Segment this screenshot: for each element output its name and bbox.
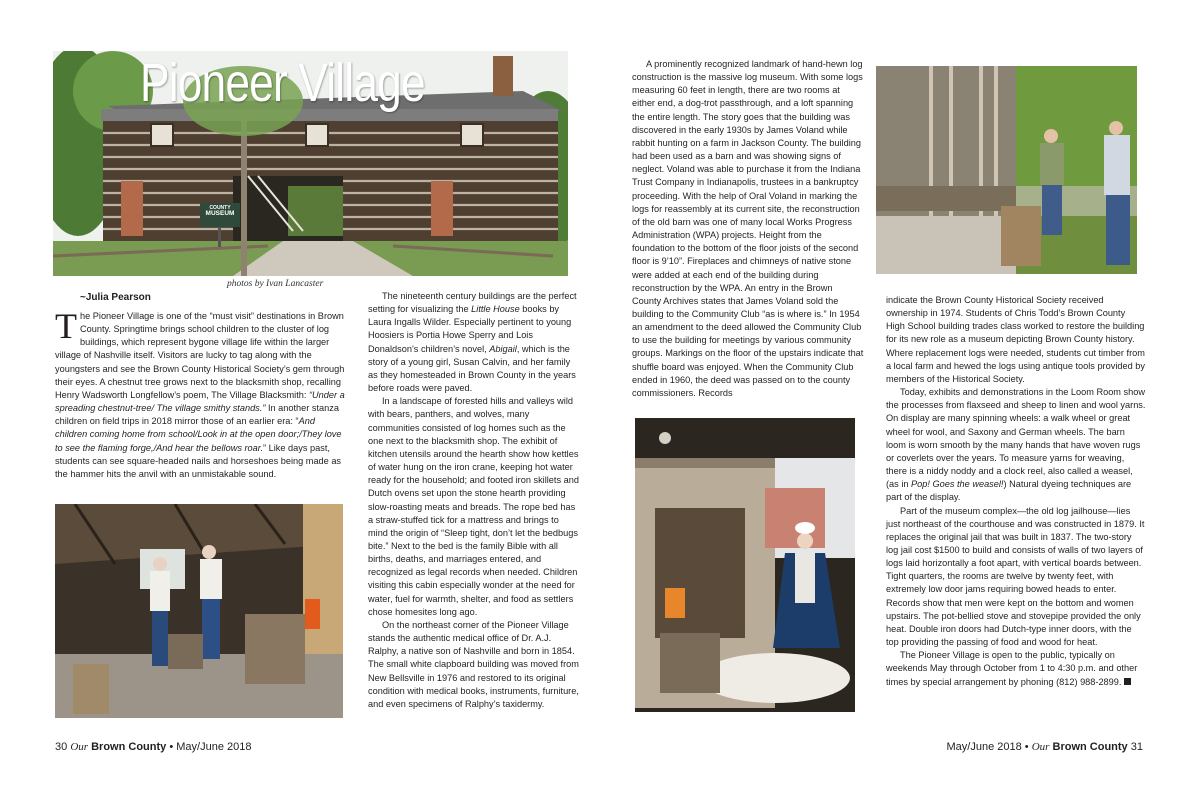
drop-cap: T xyxy=(55,306,77,346)
porch-demonstration-photo xyxy=(876,66,1137,274)
footer-left xyxy=(55,741,251,753)
col4-paragraph-2: Today, exhibits and demonstrations in the Loom Room show the processes from flaxseed and sheep to linen and wool yarns. On display are many spinning wheels: a walk wheel or great wheel for wool, and Saxony and German wheels. The barn loom is worn smooth by the many hands that have woven rugs or coverlets over the years. To measure yarns for weaving, there is a niddy noddy and a clock reel, also called a weasel, (as in Pop! Goes the weasel!) Natural dyeing techniques are part of the display. xyxy=(886,387,1146,503)
col3-paragraph-1: A prominently recognized landmark of hand-hewn log construction is the massive log museum. With some logs measuring 60 feet in length, there are two rooms at either end, a dog-trot passthrough, and a loft spanning the entire length. The story goes that the building was discovered in the early 1930s by James Voland while rabbit hunting on a farm in Jackson County. The building had been used as a barn and was showing signs of neglect. Voland was able to purchase it from the Indiana Trust Company in Indianapolis, trustees in a bankruptcy proceeding. With the help of Oral Voland in marking the logs for reassembly at its current site, the reconstruction of the old barn was one of many local Works Progress Administration (WPA) projects. Height from the foundation to the bottom of the floor joists of the second floor is 9’10”. Fireplaces and chimneys of native stone were added at each end of the building during reconstruction by the WPA. An entry in the Brown County Archives states that James Voland sold the building to the Community Club “as is where is.” In 1954 an amendment to the deed allowed the Community Club to use the building for meetings by various community groups. Markings on the floor of the upstairs indicate that shuffle board was enjoyed. When the Community Club ended in 1960, the deed was passed on to the county commissioners. Records xyxy=(632,59,864,398)
magazine-script-left: Our xyxy=(70,741,89,753)
issue-right: May/June 2018 xyxy=(946,741,1022,753)
hearth-spinner-photo xyxy=(635,418,855,712)
column-3 xyxy=(632,58,864,400)
footer-right xyxy=(947,741,1143,753)
magazine-script-right: Our xyxy=(1031,741,1050,753)
col4-paragraph-1: indicate the Brown County Historical Society received ownership in 1974. Students of Chris Todd’s Brown County High School building trades class worked to restore the building for its new role as a museum depicting Brown County history. Where replacement logs were needed, students cut timber from a local farm and hewed the logs using antique tools provided by members of the Historical Society. xyxy=(886,295,1145,384)
sign-line-2: MUSEUM xyxy=(205,210,235,217)
col4-paragraph-3: Part of the museum complex—the old log jailhouse—lies just northeast of the courthouse and was constructed in 1879. It replaces the original jail that was built in 1837. The two-story log jail cost $1500 to build and consists of walls of two layers of logs laid horizontally a foot apart, with vertical boards between. Tight quarters, the rooms are twelve by twenty feet, with extremely low door jams requiring bowed heads to enter. Records show that men were kept on the bottom and women upstairs. The pot-bellied stove and stovepipe provided the only heat. Double iron doors had Dutch-type inner doors, with the top providing the passing of food and wood for heat. xyxy=(886,505,1145,648)
byline: ~Julia Pearson xyxy=(80,292,151,303)
column-2 xyxy=(368,290,580,711)
col1-paragraph-1: The Pioneer Village is one of the “must visit” destinations in Brown County. Springtime brings school children to the cluster of log buildings, which represent bygone village life within the larger village of Nashville itself. Visitors are lucky to tag along with the youngsters and see the Brown County Historical Society’s gem through their eyes. A chestnut tree grows next to the blacksmith shop, recalling Henry Wadsworth Longfellow’s poem, The Village Blacksmith: “Under a spreading chestnut-tree/ The village smithy stands.” In another stanza children on field trips in 2018 mirror those of an earlier era: “And children coming home from school/Look in at the open door;/They love to see the flaming forge,/And hear the bellows roar.” Like days past, students can see square-headed nails and horseshoes being made as the hammer hits the anvil with an unmistakable sound. xyxy=(55,306,345,479)
museum-sign-text xyxy=(200,205,240,217)
blacksmith-shop-photo xyxy=(55,504,343,718)
issue-left: May/June 2018 xyxy=(176,741,252,753)
col2-paragraph-3: On the northeast corner of the Pioneer Village stands the authentic medical office of Dr. A.J. Ralphy, a native son of Nashville and born in 1854. The small white clapboard building was moved from New Bellsville in 1976 and restored to its original condition with medical books, instruments, furniture, and even specimens of Ralphy’s taxidermy. xyxy=(368,619,579,709)
col2-paragraph-1: The nineteenth century buildings are the perfect setting for visualizing the Little House books by Laura Ingalls Wilder. Especially pertinent to young Hoosiers is Portia Howe Sperry and Lois Donaldson’s children’s novel, Abigail, which is the story of a young girl, Susan Calvin, and her family as they homesteaded in Brown County in the years before roads were paved. xyxy=(368,291,577,394)
footer-separator-left: • xyxy=(169,741,174,753)
magazine-name-left: Brown County xyxy=(91,741,167,753)
photo-credit: photos by Ivan Lancaster xyxy=(227,279,324,289)
column-1 xyxy=(55,306,345,481)
col4-paragraph-4: The Pioneer Village is open to the public, typically on weekends May through October from 1 to 4:30 p.m. and other times by special arrangement by phoning (812) 988-2899. xyxy=(886,650,1138,687)
magazine-name-right: Brown County xyxy=(1052,741,1128,753)
col2-paragraph-2: In a landscape of forested hills and valleys wild with bears, panthers, and wolves, many communities consisted of log homes such as the one next to the blacksmith shop. The exhibit of kitchen utensils around the hearth show how kettles of water hung on the iron crane, keeping hot water ready for the household; and footed iron skillets and Dutch ovens set upon the stone hearth providing slow-roasting meats and breads. The rope bed has a straw-stuffed tick for a mattress and brings to mind the origin of “Sleep tight, don’t let the bedbugs bite.” Next to the bed is the family Bible with all births, deaths, and marriages entered, and recognized as legal records when needed. Children visiting this cabin especially wonder at the need for water, fuel for warmth, shelter, and food as settlers chose homesites long ago. xyxy=(368,396,579,617)
end-square-icon xyxy=(1124,678,1131,685)
page-number-right: 31 xyxy=(1130,741,1143,753)
column-4 xyxy=(886,294,1146,689)
sign-line-1: COUNTY xyxy=(209,205,231,211)
footer-separator-right: • xyxy=(1024,741,1029,753)
article-title: Pioneer Village xyxy=(140,53,425,113)
page-number-left: 30 xyxy=(55,741,68,753)
